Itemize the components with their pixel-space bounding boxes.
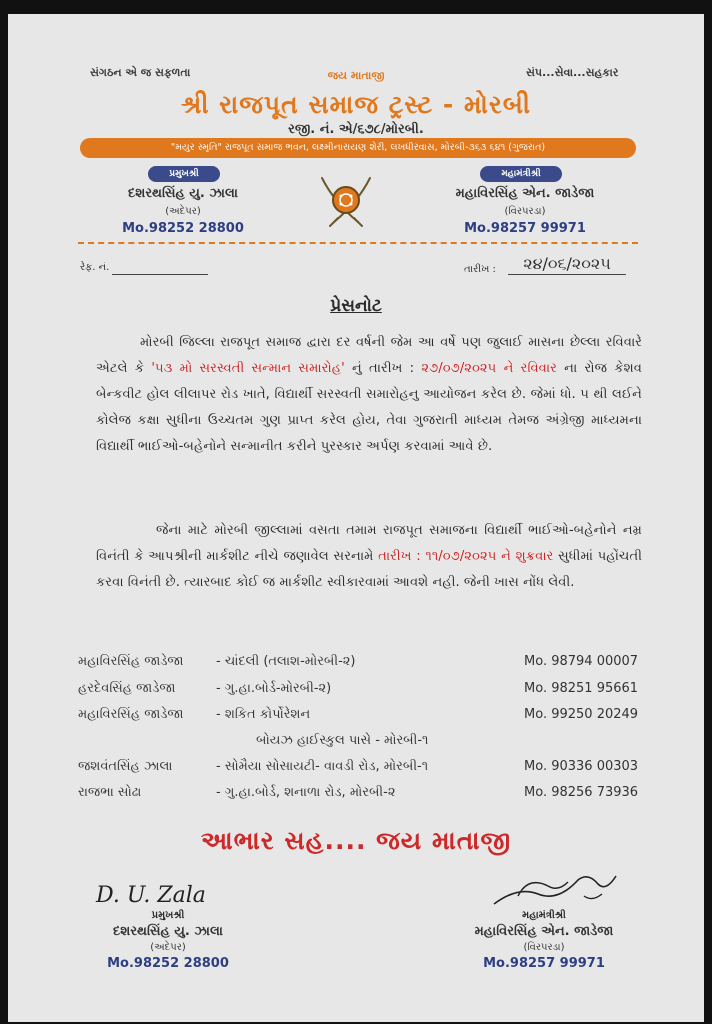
right-sign-mobile: Mo.98257 99971 xyxy=(483,956,605,971)
left-sign-place: (અદેપર) xyxy=(150,942,186,953)
left-officer-mobile: Mo.98252 28800 xyxy=(122,221,244,236)
left-officer-role: પ્રમુખશ્રી xyxy=(148,166,220,182)
contact-name: મહાવિરસિંહ જાડેજા xyxy=(78,707,184,722)
right-officer-mobile: Mo.98257 99971 xyxy=(464,221,586,236)
contact-mobile: Mo. 98794 00007 xyxy=(524,654,639,669)
left-sign-name: દશરથસિંહ યુ. ઝાલા xyxy=(113,924,223,939)
contact-address: - ગુ.હા.બોર્ડ, શનાળા રોડ, મોરબી-૨ xyxy=(216,785,396,800)
contact-mobile: Mo. 90336 00303 xyxy=(524,759,639,774)
contact-mobile: Mo. 98251 95661 xyxy=(524,681,639,696)
left-officer-place: (અદેપર) xyxy=(165,206,201,217)
p1-text-c: ના રોજ કેશવ બેન્કવીટ હોલ લીલાપર રોડ ખાતે, વિદ્યાર્થી સરસ્વતી સમારોહનુ આયોજન કરેલ છે. જેમાં ધો. ૫ થી લઈને કોલેજ કક્ષા સુધીના ઉચ્ચતમ ગુણ પ્રાપ્ત કરેલ હોય, તેવા ગુજરાતી માધ્યમ તેમજ અંગ્રેજી માધ્યમના વિદ્યાર્થી ભાઈઓ-બહેનોને સન્માનીત કરીને પુરસ્કાર અર્પણ કરવામાં આવે છે. xyxy=(96,361,642,454)
registration-number: રજી. નં. એ/૬૭૮/મોરબી. xyxy=(288,122,424,137)
p1-text-a: મોરબી જિલ્લા રાજપૂત સમાજ દ્વારા દર વર્ષની જેમ આ વર્ષે પણ જુલાઈ માસના છેલ્લા રવિવારે એટલે કે xyxy=(96,335,642,376)
right-officer-role: મહામંત્રીશ્રી xyxy=(480,166,562,182)
shield-swords-emblem-icon xyxy=(314,172,378,230)
p2-text-b: સુધીમાં પહોંચતી કરવા વિનંતી છે. ત્યારબાદ કોઈ જ માર્કશીટ સ્વીકારવામાં આવશે નહી. જેની ખાસ નોંધ લેવી. xyxy=(96,549,642,590)
date-label: તારીખ : xyxy=(464,264,496,275)
left-signature xyxy=(92,876,242,912)
contact-mobile: Mo. 99250 20249 xyxy=(524,707,639,722)
organization-title: શ્રી રાજપૂત સમાજ ટ્રસ્ટ - મોરબી xyxy=(180,90,532,119)
closing-text: આભાર સહ.... જય માતાજી xyxy=(200,826,512,855)
right-sign-name: મહાવિરસિંહ એન. જાડેજા xyxy=(474,924,614,939)
right-sign-role: મહામંત્રીશ્રી xyxy=(522,910,566,921)
contact-address: - ગુ.હા.બોર્ડ-મોરબી-૨) xyxy=(216,681,332,696)
contact-name: હરદેવસિંહ જાડેજા xyxy=(78,681,176,696)
p2-deadline: તારીખ : ૧૧/૦૭/૨૦૨૫ ને શુક્રવાર xyxy=(378,549,554,564)
contact-name: મહાવિરસિંહ જાડેજા xyxy=(78,654,184,669)
press-note-paragraph-1 xyxy=(96,330,642,460)
left-sign-mobile: Mo.98252 28800 xyxy=(107,956,229,971)
p2-text-a: જેના માટે મોરબી જીલ્લામાં વસતા તમામ રાજપૂત સમાજના વિદ્યાર્થી ભાઈઓ-બહેનોને નમ્ર વિનંતી કે આપશ્રીની માર્કશીટ નીચે જણાવેલ સરનામે xyxy=(96,523,642,564)
slogan-center: જય માતાજી xyxy=(327,69,385,82)
contact-mobile: Mo. 98256 73936 xyxy=(524,785,639,800)
address-bar: "મયુર સ્મૃતિ" રાજપૂત સમાજ ભવન, લક્ષ્મીનારાયણ શેરી, લખધીરવાસ, મોરબી-૩૬૩ ૬૪૧ (ગુજરાત) xyxy=(80,138,636,158)
p1-event-name: '૫૩ મો સરસ્વતી સન્માન સમારોહ' xyxy=(151,361,345,376)
svg-text:D. U. Zala: D. U. Zala xyxy=(96,883,206,908)
right-sign-place: (વિરપરડા) xyxy=(523,942,565,953)
contact-name: રાજભા સોઢા xyxy=(78,785,142,800)
contact-name: જશવંતસિંહ ઝાલા xyxy=(78,759,173,774)
press-note-paragraph-2 xyxy=(96,518,642,596)
date-value: ૨૪/૦૬/૨૦૨૫ xyxy=(508,254,626,275)
right-signature xyxy=(488,866,628,910)
left-officer-name: દશરથસિંહ યુ. ઝાલા xyxy=(128,186,238,201)
slogan-left: સંગઠન એ જ સફળતા xyxy=(90,66,191,79)
left-sign-role: પ્રમુખશ્રી xyxy=(151,910,185,921)
contact-address: - ચાંદલી (તલાશ-મોરબી-૨) xyxy=(216,654,356,669)
slogan-right: સંપ...સેવા...સહકાર xyxy=(526,66,619,79)
reference-label: રેફ. નં. xyxy=(80,262,110,273)
contact-address: બોયઝ હાઈસ્કુલ પાસે - મોરબી-૧ xyxy=(256,733,429,748)
right-officer-place: (વિરપરડા) xyxy=(504,206,546,217)
p1-text-b: નું તારીખ : xyxy=(344,361,422,376)
contact-address: - શકિત કોર્પોરેશન xyxy=(216,707,311,722)
press-note-heading: પ્રેસનોટ xyxy=(330,296,382,316)
reference-line xyxy=(112,274,208,275)
letter-page xyxy=(8,14,704,1022)
right-officer-name: મહાવિરસિંહ એન. જાડેજા xyxy=(455,186,595,201)
header-divider xyxy=(78,242,638,244)
contact-address: - સોમૈયા સોસાયટી- વાવડી રોડ, મોરબી-૧ xyxy=(216,759,429,774)
p1-event-date: ૨૭/૦૭/૨૦૨૫ ને રવિવાર xyxy=(421,361,557,376)
